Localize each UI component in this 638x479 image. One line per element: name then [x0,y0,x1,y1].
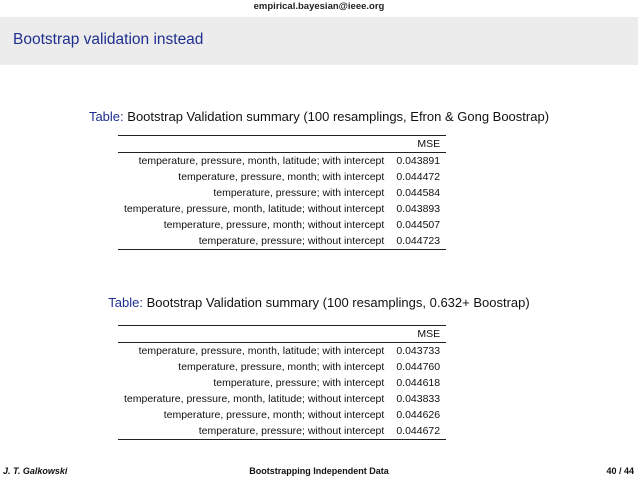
model-cell: temperature, pressure, month; without intercept [163,219,385,231]
frame-title: Bootstrap validation instead [13,31,204,48]
table-row [118,169,446,185]
mse-cell: 0.043893 [396,203,441,215]
mse-cell: 0.044472 [396,171,441,183]
mse-cell: 0.044626 [396,409,441,421]
table-row [118,375,446,391]
table-row [118,391,446,407]
table-row [118,185,446,201]
caption-text: Bootstrap Validation summary (100 resamplings, 0.632+ Boostrap) [146,295,530,310]
caption-text: Bootstrap Validation summary (100 resamplings, Efron & Gong Boostrap) [127,109,550,124]
table-row [118,153,446,170]
mse-cell: 0.044618 [396,377,441,389]
model-cell: temperature, pressure, month, latitude; without intercept [124,203,385,215]
mse-cell: 0.044672 [390,423,446,440]
model-column-header [118,136,390,153]
mse-cell: 0.044723 [390,233,446,250]
table-caption-632plus [0,295,638,310]
model-cell: temperature, pressure; with intercept [213,377,385,389]
table-row [118,201,446,217]
model-cell: temperature, pressure; with intercept [213,187,385,199]
model-cell: temperature, pressure, month; with intercept [178,361,385,373]
slide-footer [0,464,638,479]
model-cell: temperature, pressure, month, latitude; without intercept [124,393,385,405]
header-email: empirical.bayesian@ieee.org [253,1,385,12]
model-cell: temperature, pressure, month; without intercept [163,409,385,421]
mse-cell: 0.044584 [396,187,441,199]
caption-label: Table: [108,295,143,310]
mse-column-header: MSE [390,136,446,153]
caption-label: Table: [88,109,124,124]
mse-cell: 0.043833 [396,393,441,405]
footer-author: J. T. Galkowski [3,466,68,476]
mse-cell: 0.043733 [396,345,441,357]
mse-table-632plus [118,325,446,440]
model-cell: temperature, pressure, month; with intercept [178,171,385,183]
table-row [118,217,446,233]
table-row [118,407,446,423]
table-row [118,233,446,250]
table-caption-efron-gong [0,109,638,124]
footer-talk-title: Bootstrapping Independent Data [249,466,389,476]
table-row [118,423,446,440]
footer-page-number: 40 / 44 [606,466,634,476]
table-row [118,343,446,360]
mse-cell: 0.044507 [396,219,441,231]
mse-table-efron-gong [118,135,446,250]
model-cell: temperature, pressure, month, latitude; with intercept [138,345,385,357]
model-cell: temperature, pressure; without intercept [118,423,390,440]
mse-cell: 0.044760 [396,361,441,373]
model-column-header [118,326,390,343]
mse-column-header: MSE [390,326,446,343]
table-row [118,359,446,375]
mse-cell: 0.043891 [396,155,441,167]
model-cell: temperature, pressure, month, latitude; with intercept [138,155,385,167]
model-cell: temperature, pressure; without intercept [118,233,390,250]
frame-title-bar [0,17,638,65]
